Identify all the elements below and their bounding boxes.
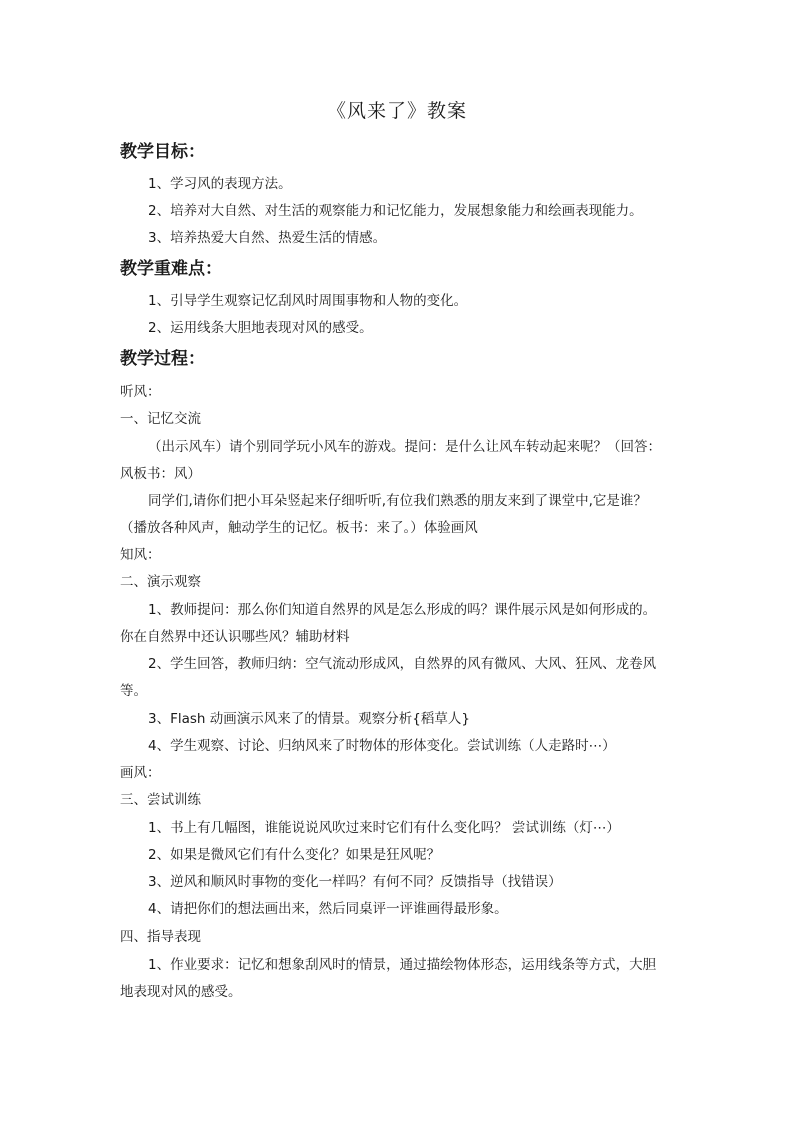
difficulty-item-2: 2、运用线条大胆地表现对风的感受。 <box>148 320 373 336</box>
process-heading: 教学过程： <box>120 349 205 369</box>
part1-para1-line2: 风板书：风） <box>120 466 201 482</box>
goal-item-1: 1、学习风的表现方法。 <box>148 176 292 192</box>
part2-item2-line2: 等。 <box>120 683 147 699</box>
part2-item3: 3、Flash 动画演示风来了的情景。观察分析{稻草人} <box>148 711 470 727</box>
part3-item4: 4、请把你们的想法画出来，然后同桌评一评谁画得最形象。 <box>148 901 508 917</box>
document-title: 《风来了》教案 <box>326 100 467 122</box>
know-label: 知风： <box>120 547 161 563</box>
part3-title: 三、尝试训练 <box>120 792 201 808</box>
part2-item4: 4、学生观察、讨论、归纳风来了时物体的形体变化。尝试训练（人走路时⋯） <box>148 738 616 754</box>
part2-item1-line2: 你在自然界中还认识哪些风？辅助材料 <box>120 629 350 645</box>
goals-heading: 教学目标： <box>120 142 205 162</box>
part3-item3: 3、逆风和顺风时事物的变化一样吗？有何不同？反馈指导（找错误） <box>148 874 562 890</box>
part4-item1-line1: 1、作业要求：记忆和想象刮风时的情景，通过描绘物体形态，运用线条等方式，大胆 <box>148 957 657 973</box>
part4-title: 四、指导表现 <box>120 929 201 945</box>
part2-item2-line1: 2、学生回答，教师归纳：空气流动形成风，自然界的风有微风、大风、狂风、龙卷风 <box>148 656 657 672</box>
goal-item-3: 3、培养热爱大自然、热爱生活的情感。 <box>148 230 387 246</box>
part3-item1: 1、书上有几幅图，谁能说说风吹过来时它们有什么变化吗？ 尝试训练（灯⋯） <box>148 820 620 836</box>
part4-item1-line2: 地表现对风的感受。 <box>120 984 242 1000</box>
part1-title: 一、记忆交流 <box>120 411 201 427</box>
difficulty-item-1: 1、引导学生观察记忆刮风时周围事物和人物的变化。 <box>148 293 468 309</box>
part1-para2-line1: 同学们,请你们把小耳朵竖起来仔细听听,有位我们熟悉的朋友来到了课堂中,它是谁？ <box>148 493 647 509</box>
part1-para2-line2: （播放各种风声，触动学生的记忆。板书：来了。）体验画风 <box>120 520 478 536</box>
draw-label: 画风： <box>120 765 161 781</box>
goal-item-2: 2、培养对大自然、对生活的观察能力和记忆能力，发展想象能力和绘画表现能力。 <box>148 203 643 219</box>
part1-para1-line1: （出示风车）请个别同学玩小风车的游戏。提问：是什么让风车转动起来呢？（回答： <box>148 439 661 455</box>
listen-label: 听风： <box>120 384 161 400</box>
part2-item1-line1: 1、教师提问：那么你们知道自然界的风是怎么形成的吗？课件展示风是如何形成的。 <box>148 602 657 618</box>
part3-item2: 2、如果是微风它们有什么变化？如果是狂风呢？ <box>148 847 441 863</box>
difficulty-heading: 教学重难点： <box>120 259 222 279</box>
part2-title: 二、演示观察 <box>120 574 201 590</box>
